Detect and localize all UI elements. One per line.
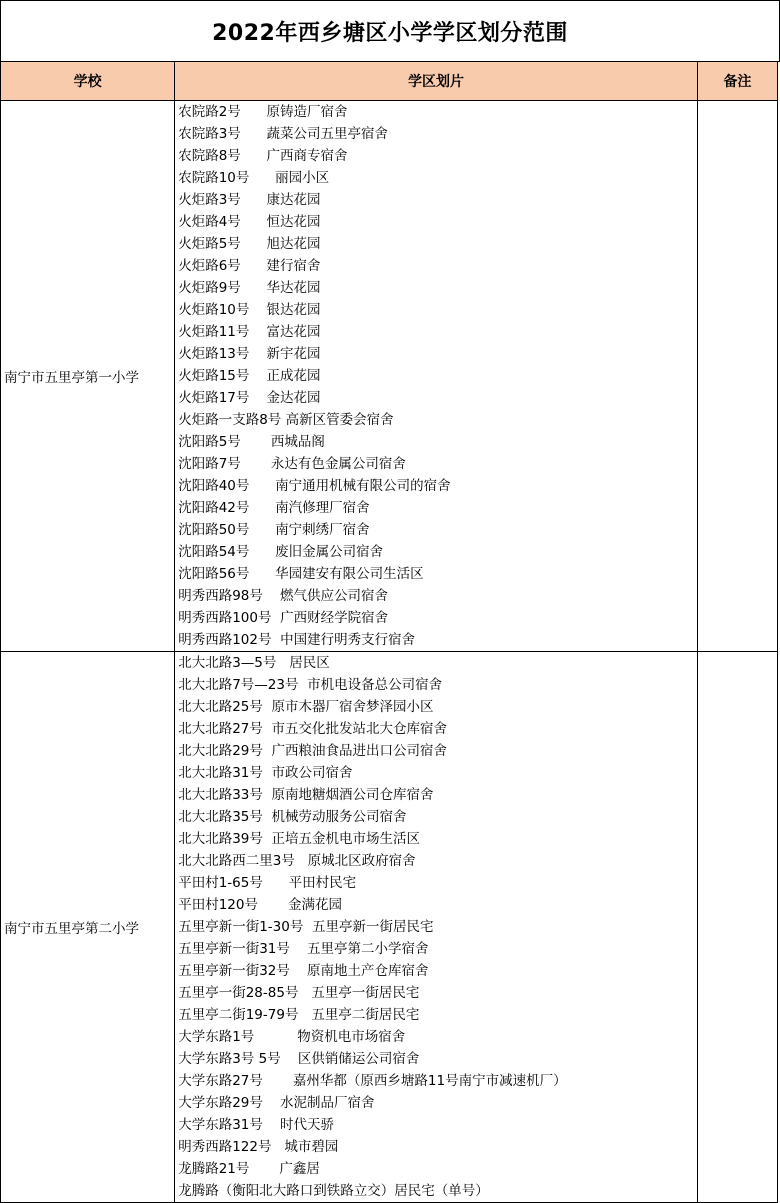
range-line: 明秀西路102号 中国建行明秀支行宿舍 xyxy=(178,632,416,648)
ranges-cell xyxy=(175,101,698,652)
note-cell xyxy=(697,652,777,1203)
range-line: 火炬路5号 旭达花园 xyxy=(178,236,321,252)
range-line: 农院路3号 蔬菜公司五里亭宿舍 xyxy=(178,126,389,142)
range-line: 沈阳路7号 永达有色金属公司宿舍 xyxy=(178,456,406,472)
page-title: 2022年西乡塘区小学学区划分范围 xyxy=(0,0,780,62)
range-line: 北大北路35号 机械劳动服务公司宿舍 xyxy=(178,809,407,825)
range-line: 明秀西路100号 广西财经学院宿舍 xyxy=(178,610,389,626)
range-line: 沈阳路42号 南汽修理厂宿舍 xyxy=(178,500,370,516)
range-line: 农院路2号 原铸造厂宿舍 xyxy=(178,104,348,120)
range-line: 北大北路39号 正培五金机电市场生活区 xyxy=(178,831,420,847)
range-line: 北大北路25号 原市木器厂宿舍梦泽园小区 xyxy=(178,699,434,715)
range-line: 五里亭新一街31号 五里亭第二小学宿舍 xyxy=(178,941,429,957)
district-table xyxy=(0,61,778,1203)
range-line: 农院路8号 广西商专宿舍 xyxy=(178,148,348,164)
range-line: 火炬路17号 金达花园 xyxy=(178,390,321,406)
range-line: 火炬路4号 恒达花园 xyxy=(178,214,321,230)
range-line: 火炬路15号 正成花园 xyxy=(178,368,321,384)
range-line: 明秀西路122号 城市碧园 xyxy=(178,1139,339,1155)
range-line: 五里亭二街19-79号 五里亭二街居民宅 xyxy=(178,1007,420,1023)
range-line: 火炬路3号 康达花园 xyxy=(178,192,321,208)
range-line: 火炬路6号 建行宿舍 xyxy=(178,258,321,274)
school-cell: 南宁市五里亭第二小学 xyxy=(1,652,175,1203)
range-line: 平田村120号 金满花园 xyxy=(178,897,343,913)
range-line: 龙腾路21号 广鑫居 xyxy=(178,1161,320,1177)
note-cell xyxy=(697,101,777,652)
header-school: 学校 xyxy=(1,62,175,101)
range-line: 火炬路13号 新宇花园 xyxy=(178,346,321,362)
range-line: 沈阳路5号 西城品阁 xyxy=(178,434,325,450)
range-line: 火炬路11号 富达花园 xyxy=(178,324,321,340)
range-line: 大学东路31号 时代天骄 xyxy=(178,1117,335,1133)
range-line: 明秀西路98号 燃气供应公司宿舍 xyxy=(178,588,389,604)
school-cell: 南宁市五里亭第一小学 xyxy=(1,101,175,652)
range-line: 沈阳路54号 废旧金属公司宿舍 xyxy=(178,544,384,560)
table-row xyxy=(1,101,778,652)
range-line: 大学东路29号 水泥制品厂宿舍 xyxy=(178,1095,375,1111)
range-line: 大学东路3号 5号 区供销储运公司宿舍 xyxy=(178,1051,420,1067)
range-line: 火炬路一支路8号 高新区管委会宿舍 xyxy=(178,412,394,428)
range-line: 北大北路33号 原南地糖烟酒公司仓库宿舍 xyxy=(178,787,434,803)
header-row xyxy=(1,62,778,101)
range-line: 大学东路27号 嘉州华都（原西乡塘路11号南宁市减速机厂） xyxy=(178,1073,567,1089)
header-ranges: 学区划片 xyxy=(175,62,698,101)
range-line: 北大北路31号 市政公司宿舍 xyxy=(178,765,353,781)
range-line: 火炬路9号 华达花园 xyxy=(178,280,321,296)
range-line: 沈阳路56号 华园建安有限公司生活区 xyxy=(178,566,424,582)
range-line: 火炬路10号 银达花园 xyxy=(178,302,321,318)
range-line: 五里亭一街28-85号 五里亭一街居民宅 xyxy=(178,985,420,1001)
header-notes: 备注 xyxy=(697,62,777,101)
range-line: 农院路10号 丽园小区 xyxy=(178,170,330,186)
range-line: 五里亭新一街32号 原南地土产仓库宿舍 xyxy=(178,963,429,979)
range-line: 北大北路27号 市五交化批发站北大仓库宿舍 xyxy=(178,721,447,737)
table-row xyxy=(1,652,778,1203)
range-line: 沈阳路40号 南宁通用机械有限公司的宿舍 xyxy=(178,478,451,494)
range-line: 平田村1-65号 平田村民宅 xyxy=(178,875,357,891)
range-line: 北大北路西二里3号 原城北区政府宿舍 xyxy=(178,853,416,869)
range-line: 北大北路7号—23号 市机电设备总公司宿舍 xyxy=(178,677,443,693)
range-line: 沈阳路50号 南宁刺绣厂宿舍 xyxy=(178,522,370,538)
range-line: 北大北路3—5号 居民区 xyxy=(178,655,330,671)
ranges-cell xyxy=(175,652,698,1203)
range-line: 北大北路29号 广西粮油食品进出口公司宿舍 xyxy=(178,743,447,759)
range-line: 大学东路1号 物资机电市场宿舍 xyxy=(178,1029,406,1045)
range-line: 龙腾路（衡阳北大路口到铁路立交）居民宅（单号） xyxy=(178,1183,489,1199)
range-line: 五里亭新一街1-30号 五里亭新一街居民宅 xyxy=(178,919,434,935)
